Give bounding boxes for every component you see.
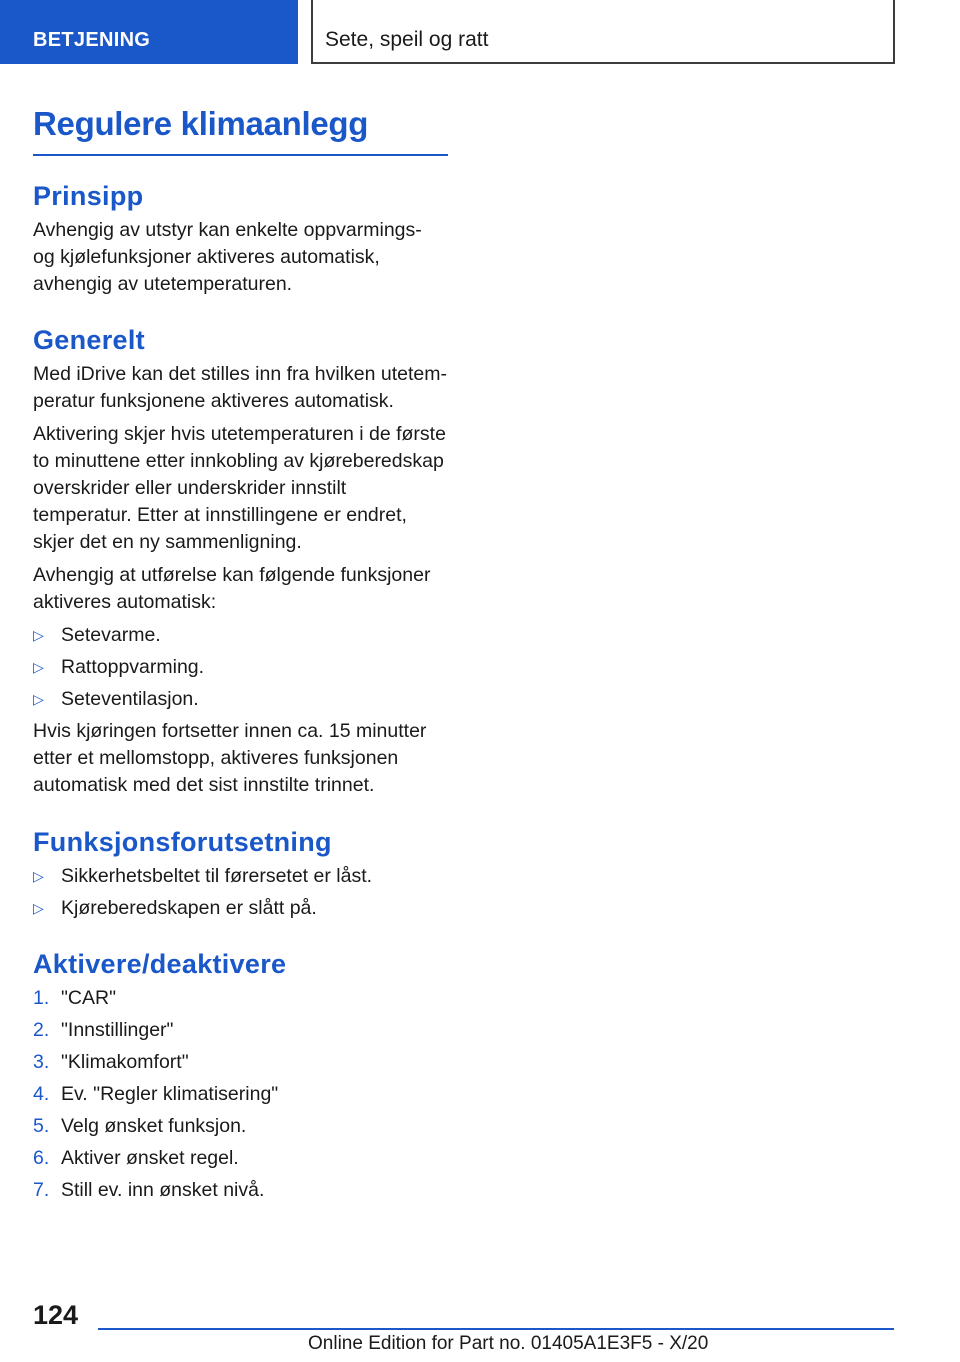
list-item: ▷ Sikkerhetsbeltet til førersetet er låst. [33, 863, 448, 890]
section-tab [0, 0, 298, 64]
list-item: ▷ Setevarme. [33, 622, 448, 649]
list-item: ▷ Rattoppvarming. [33, 654, 448, 681]
requirement-bullet-list [33, 863, 448, 922]
activate-steps-list [33, 985, 448, 1204]
list-item: 4. Ev. "Regler klimatisering" [33, 1083, 279, 1105]
heading-general: Generelt [33, 325, 145, 355]
triangle-bullet-icon: ▷ [33, 691, 44, 707]
list-item: 2. "Innstillinger" [33, 1019, 174, 1041]
general-paragraph: Med iDrive kan det stilles inn fra hvilken utetemperatur funksjonene aktiveres automatisk. [33, 363, 448, 412]
list-item: ▷ Kjøreberedskapen er slått på. [33, 895, 448, 922]
triangle-bullet-icon: ▷ [33, 868, 44, 884]
main-content [33, 102, 448, 1209]
page-title: Regulere klimaanlegg [33, 102, 448, 156]
list-item: 3. "Klimakomfort" [33, 1051, 189, 1073]
heading-requirement: Funksjonsforutsetning [33, 827, 332, 857]
list-item: 7. Still ev. inn ønsket nivå. [33, 1179, 265, 1201]
list-item: 5. Velg ønsket funksjon. [33, 1115, 247, 1137]
general-bullet-list [33, 622, 448, 713]
footer-divider [98, 1328, 894, 1330]
list-item: 6. Aktiver ønsket regel. [33, 1147, 239, 1169]
general-after-text: Hvis kjøringen fortsetter innen ca. 15 minutter etter et mellomstopp, aktiveres funksjonen automatisk med det sist innstilte trinnet. [33, 720, 427, 796]
general-paragraph: Aktivering skjer hvis utetemperaturen i de første to minuttene etter innkobling av kjøreberedskap overskrider eller underskrider innstilt temperatur. Etter at innstillingene er endret, skjer det en ny sammenligning. [33, 423, 446, 553]
principle-text: Avhengig av utstyr kan enkelte oppvarmings- og kjølefunksjoner aktiveres automatisk, avhengig av utetemperaturen. [33, 219, 422, 295]
heading-principle: Prinsipp [33, 181, 144, 211]
heading-activate: Aktivere/deaktivere [33, 949, 287, 979]
general-paragraph: Avhengig at utførelse kan følgende funksjoner aktiveres automatisk: [33, 564, 431, 613]
triangle-bullet-icon: ▷ [33, 659, 44, 675]
edition-footer: Online Edition for Part no. 01405A1E3F5 - X/20 [308, 1333, 709, 1354]
page-number: 124 [33, 1300, 79, 1330]
section-label: BETJENING [33, 29, 151, 51]
chapter-header [311, 0, 895, 64]
triangle-bullet-icon: ▷ [33, 627, 44, 643]
list-item: 1. "CAR" [33, 987, 117, 1009]
list-item: ▷ Seteventilasjon. [33, 686, 448, 713]
chapter-label: Sete, speil og ratt [325, 28, 489, 51]
triangle-bullet-icon: ▷ [33, 900, 44, 916]
